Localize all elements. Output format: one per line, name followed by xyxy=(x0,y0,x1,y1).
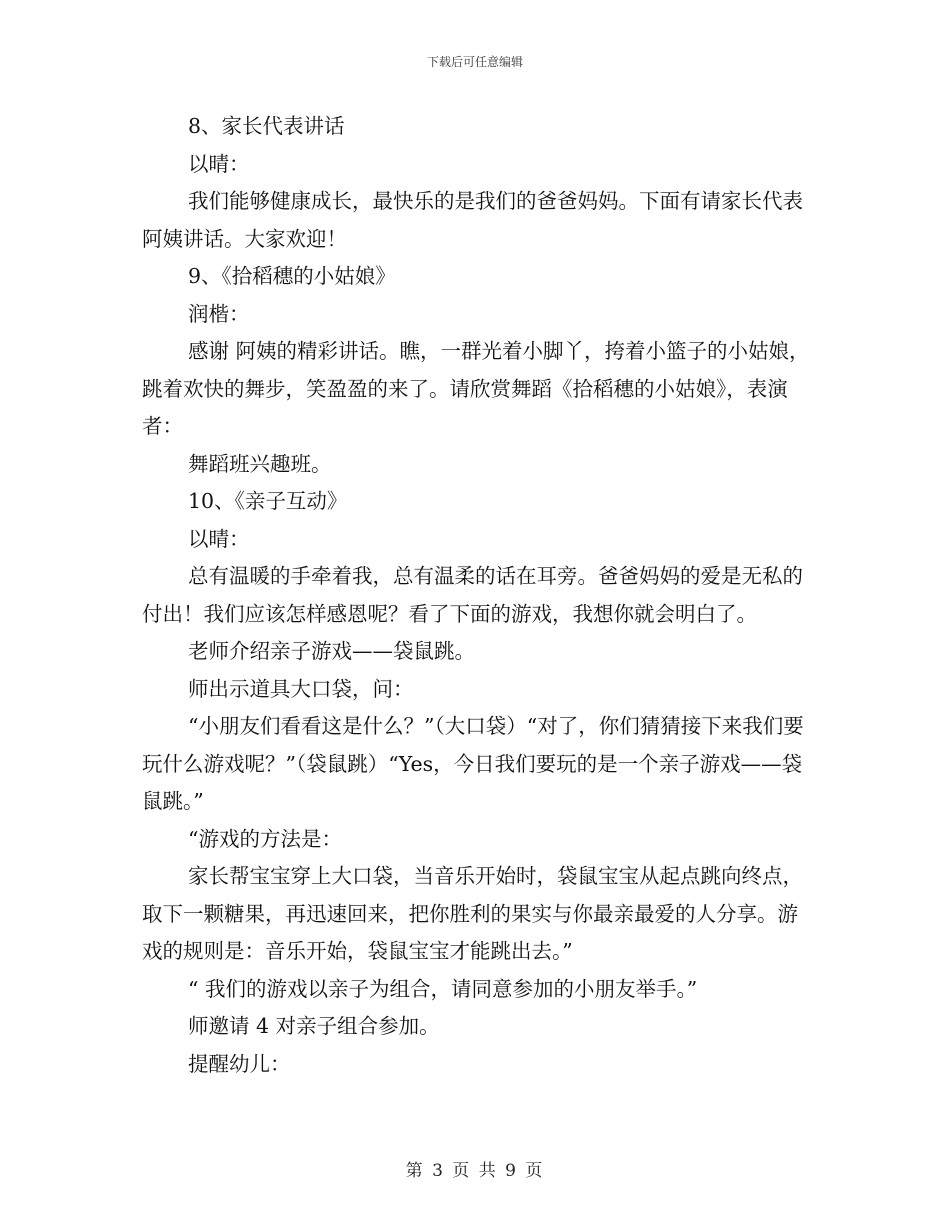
paragraph: 我们能够健康成长，最快乐的是我们的爸爸妈妈。下面有请家长代表 阿姨讲话。大家欢迎！ xyxy=(142,189,810,251)
paragraph: 总有温暖的手牵着我，总有温柔的话在耳旁。爸爸妈妈的爱是无私的付出！我们应该怎样感恩呢？看了下面的游戏，我想你就会明白了。 xyxy=(142,564,803,626)
paragraph: 师出示道具大口袋，问： xyxy=(188,676,414,701)
page-number: 第 3 页 共 9 页 xyxy=(405,1161,545,1181)
header-note: 下载后可任意编辑 xyxy=(426,55,523,69)
paragraph: 家长帮宝宝穿上大口袋，当音乐开始时，袋鼠宝宝从起点跳向终点，取下一颗糖果，再迅速回来，把你胜利的果实与你最亲最爱的人分享。游戏的规则是：音乐开始，袋鼠宝宝才能跳出去。” xyxy=(142,864,803,963)
paragraph: “游戏的方法是： xyxy=(188,826,342,851)
paragraph: “小朋友们看看这是什么？”（大口袋）“对了，你们猜猜接下来我们要玩什么游戏呢？”（袋鼠跳）“Yes，今日我们要玩的是一个亲子游戏——袋鼠跳。” xyxy=(142,714,804,813)
paragraph: 提醒幼儿： xyxy=(188,1051,291,1076)
paragraph: 老师介绍亲子游戏——袋鼠跳。 xyxy=(188,639,475,663)
paragraph-speaker: 以晴： xyxy=(188,151,250,176)
paragraph-heading-10: 10、《亲子互动》 xyxy=(188,489,348,513)
paragraph: 舞蹈班兴趣班。 xyxy=(188,451,332,476)
paragraph-speaker: 润楷： xyxy=(188,301,250,326)
paragraph-heading-8: 8、家长代表讲话 xyxy=(188,114,345,138)
paragraph: 师邀请 4 对亲子组合参加。 xyxy=(188,1014,440,1038)
paragraph-speaker: 以晴： xyxy=(188,526,250,551)
paragraph: 感谢 阿姨的精彩讲话。瞧，一群光着小脚丫，挎着小篮子的小姑娘，跳着欢快的舞步，笑盈盈的来了。请欣赏舞蹈《拾稻穗的小姑娘》，表演者： xyxy=(142,339,810,438)
paragraph-heading-9: 9、《拾稻穗的小姑娘》 xyxy=(188,264,396,288)
document-body xyxy=(142,108,810,1083)
paragraph: “ 我们的游戏以亲子为组合，请同意参加的小朋友举手。” xyxy=(188,976,698,1001)
